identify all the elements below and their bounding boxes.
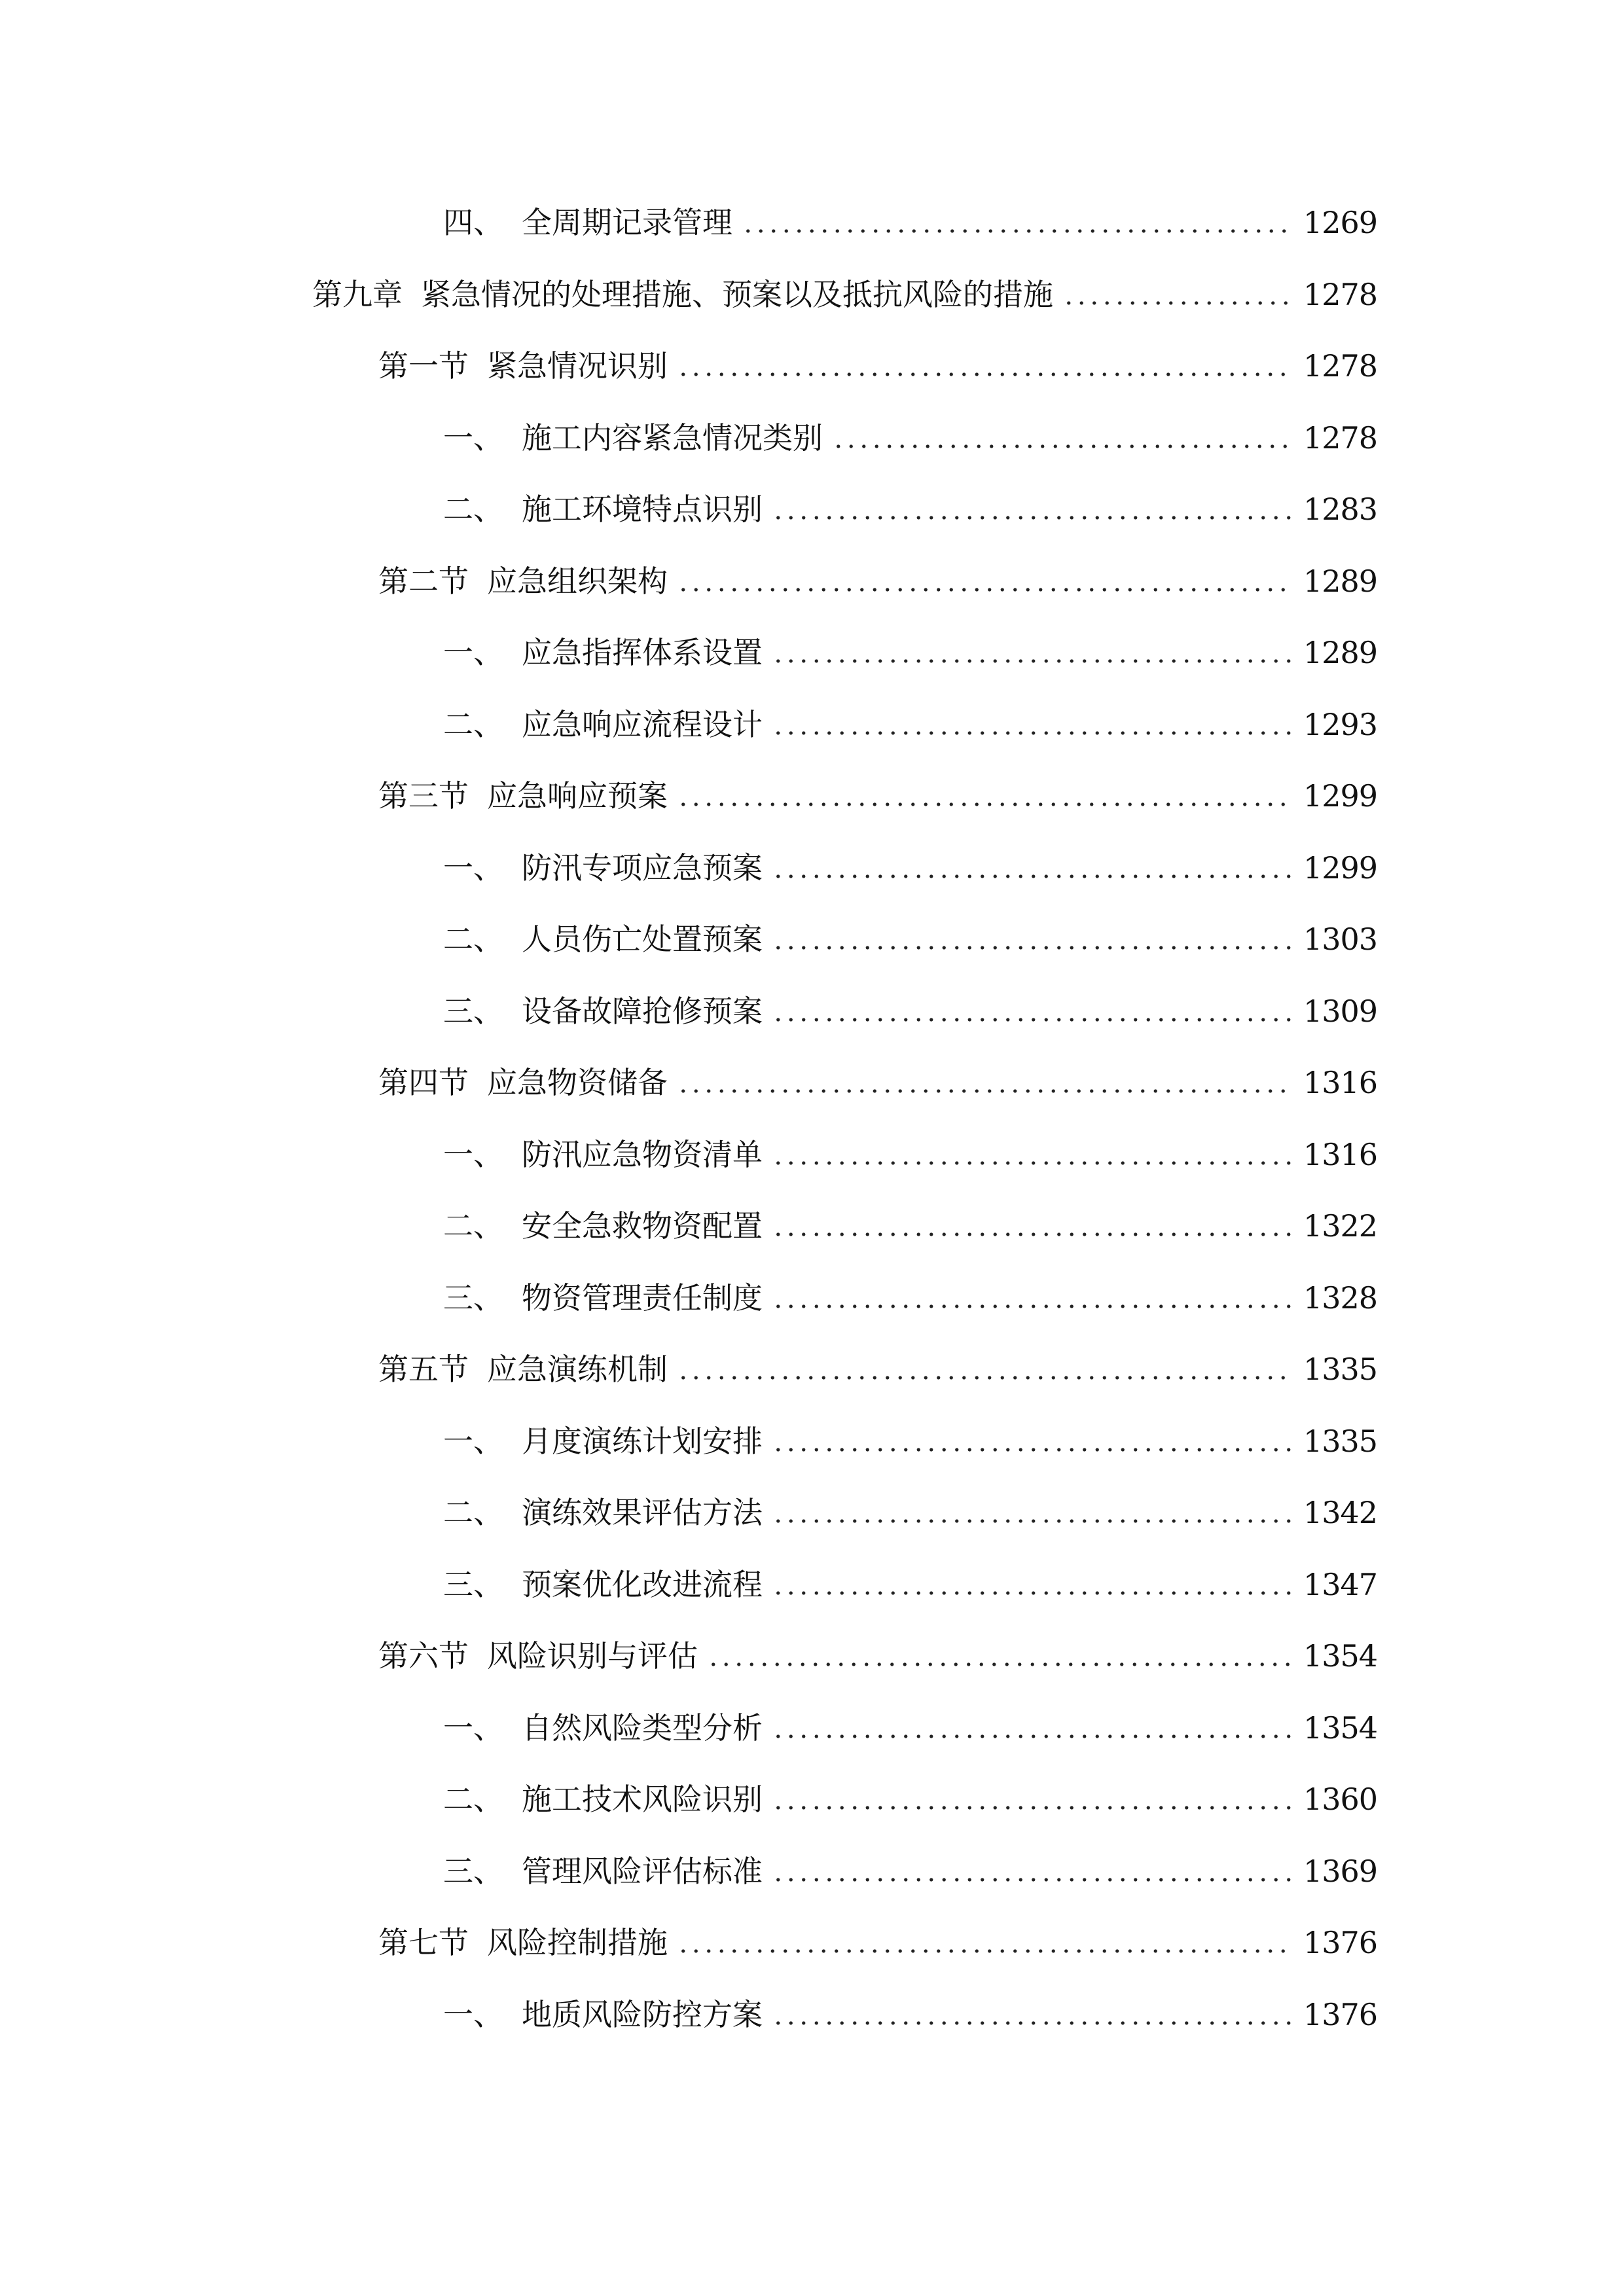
toc-entry-page-number: 1278 xyxy=(1303,348,1378,384)
toc-entry-title: 全周期记录管理 xyxy=(522,205,732,240)
toc-entry-page-number: 1278 xyxy=(1303,277,1378,312)
toc-entry-title: 月度演练计划安排 xyxy=(522,1424,763,1459)
toc-entry-page-number: 1376 xyxy=(1303,1925,1378,1960)
toc-entry-title: 应急响应预案 xyxy=(487,778,668,814)
toc-entry[interactable] xyxy=(443,692,1378,744)
toc-entry-title: 施工技术风险识别 xyxy=(522,1782,763,1817)
toc-dot-leader xyxy=(677,1374,1291,1381)
toc-entry[interactable] xyxy=(443,476,1378,529)
toc-entry-title: 风险识别与评估 xyxy=(487,1638,698,1674)
toc-entry[interactable] xyxy=(443,835,1378,888)
toc-entry-title: 风险控制措施 xyxy=(487,1925,668,1960)
toc-dot-leader xyxy=(677,1088,1291,1094)
toc-entry-page-number: 1335 xyxy=(1303,1352,1378,1387)
toc-entry-title: 演练效果评估方法 xyxy=(522,1495,763,1530)
toc-entry-number: 第一节 xyxy=(378,348,469,384)
toc-dot-leader xyxy=(772,944,1291,951)
toc-dot-leader xyxy=(772,1446,1291,1453)
toc-dot-leader xyxy=(772,730,1291,736)
toc-entry[interactable] xyxy=(378,1910,1378,1962)
toc-entry-number: 第二节 xyxy=(378,564,469,599)
toc-dot-leader xyxy=(772,1231,1291,1238)
toc-dot-leader xyxy=(772,1590,1291,1596)
toc-entry-page-number: 1360 xyxy=(1303,1782,1378,1817)
toc-entry-page-number: 1322 xyxy=(1303,1208,1378,1244)
toc-entry-number: 一、 xyxy=(443,1137,503,1172)
toc-entry-number: 一、 xyxy=(443,420,503,456)
toc-entry-number: 一、 xyxy=(443,635,503,670)
toc-entry-page-number: 1376 xyxy=(1303,1997,1378,2032)
toc-entry[interactable] xyxy=(443,1122,1378,1174)
toc-entry-page-number: 1354 xyxy=(1303,1710,1378,1746)
toc-entry-number: 第六节 xyxy=(378,1638,469,1674)
toc-dot-leader xyxy=(772,1303,1291,1310)
toc-entry-number: 二、 xyxy=(443,1495,503,1530)
toc-dot-leader xyxy=(772,1016,1291,1023)
toc-entry-page-number: 1316 xyxy=(1303,1137,1378,1172)
toc-dot-leader xyxy=(772,658,1291,664)
toc-entry-page-number: 1335 xyxy=(1303,1424,1378,1459)
toc-entry[interactable] xyxy=(312,262,1378,314)
toc-entry-page-number: 1328 xyxy=(1303,1280,1378,1316)
toc-entry-title: 人员伤亡处置预案 xyxy=(522,922,763,957)
toc-entry[interactable] xyxy=(378,1050,1378,1102)
toc-entry-page-number: 1303 xyxy=(1303,922,1378,957)
toc-entry-title: 防汛应急物资清单 xyxy=(522,1137,763,1172)
toc-dot-leader xyxy=(772,1160,1291,1166)
toc-entry-number: 一、 xyxy=(443,1710,503,1746)
toc-entry-number: 一、 xyxy=(443,1997,503,2032)
toc-entry-title: 施工环境特点识别 xyxy=(522,492,763,527)
toc-entry-page-number: 1342 xyxy=(1303,1495,1378,1530)
toc-dot-leader xyxy=(677,371,1291,378)
toc-entry-number: 二、 xyxy=(443,922,503,957)
toc-entry-page-number: 1369 xyxy=(1303,1854,1378,1889)
toc-entry-title: 设备故障抢修预案 xyxy=(522,994,763,1029)
toc-entry-title: 防汛专项应急预案 xyxy=(522,850,763,886)
toc-entry-number: 二、 xyxy=(443,1208,503,1244)
toc-entry-page-number: 1269 xyxy=(1303,205,1378,240)
toc-entry-number: 二、 xyxy=(443,492,503,527)
toc-entry[interactable] xyxy=(443,620,1378,672)
toc-entry-number: 二、 xyxy=(443,1782,503,1817)
toc-entry-page-number: 1289 xyxy=(1303,564,1378,599)
toc-entry[interactable] xyxy=(443,978,1378,1031)
toc-entry-title: 应急响应流程设计 xyxy=(522,707,763,742)
toc-entry-title: 物资管理责任制度 xyxy=(522,1280,763,1316)
toc-entry-page-number: 1299 xyxy=(1303,778,1378,814)
toc-entry[interactable] xyxy=(378,1623,1378,1676)
toc-entry-title: 应急演练机制 xyxy=(487,1352,668,1387)
toc-entry-page-number: 1316 xyxy=(1303,1065,1378,1100)
toc-entry-number: 四、 xyxy=(443,205,503,240)
toc-entry-number: 第四节 xyxy=(378,1065,469,1100)
toc-entry[interactable] xyxy=(378,763,1378,816)
toc-entry-title: 地质风险防控方案 xyxy=(522,1997,763,2032)
toc-entry-page-number: 1354 xyxy=(1303,1638,1378,1674)
toc-entry[interactable] xyxy=(443,1982,1378,2034)
toc-dot-leader xyxy=(772,514,1291,521)
toc-entry-title: 应急指挥体系设置 xyxy=(522,635,763,670)
toc-entry[interactable] xyxy=(443,1408,1378,1461)
toc-dot-leader xyxy=(772,1804,1291,1811)
toc-dot-leader xyxy=(772,1518,1291,1524)
toc-entry[interactable] xyxy=(443,1695,1378,1748)
toc-entry[interactable] xyxy=(443,190,1378,242)
toc-dot-leader xyxy=(832,443,1291,450)
toc-entry[interactable] xyxy=(443,1193,1378,1246)
toc-entry-title: 预案优化改进流程 xyxy=(522,1567,763,1602)
toc-entry[interactable] xyxy=(443,1839,1378,1891)
toc-entry-number: 第九章 xyxy=(312,277,403,312)
toc-entry-number: 三、 xyxy=(443,1567,503,1602)
toc-entry-title: 施工内容紧急情况类别 xyxy=(522,420,823,456)
toc-entry[interactable] xyxy=(443,1767,1378,1819)
toc-entry[interactable] xyxy=(378,548,1378,601)
toc-entry-number: 三、 xyxy=(443,994,503,1029)
toc-dot-leader xyxy=(677,801,1291,808)
toc-entry-number: 第七节 xyxy=(378,1925,469,1960)
toc-entry-title: 应急组织架构 xyxy=(487,564,668,599)
toc-entry[interactable] xyxy=(443,1265,1378,1318)
toc-dot-leader xyxy=(742,228,1291,234)
toc-dot-leader xyxy=(677,1948,1291,1954)
toc-entry-number: 二、 xyxy=(443,707,503,742)
toc-entry[interactable] xyxy=(378,1336,1378,1389)
toc-entry-page-number: 1283 xyxy=(1303,492,1378,527)
toc-dot-leader xyxy=(707,1661,1291,1668)
toc-dot-leader xyxy=(772,1733,1291,1740)
toc-entry-title: 紧急情况识别 xyxy=(487,348,668,384)
toc-entry-number: 第三节 xyxy=(378,778,469,814)
toc-entry-page-number: 1278 xyxy=(1303,420,1378,456)
toc-entry-number: 一、 xyxy=(443,1424,503,1459)
toc-dot-leader xyxy=(772,2020,1291,2026)
toc-entry-page-number: 1309 xyxy=(1303,994,1378,1029)
toc-entry[interactable] xyxy=(443,906,1378,959)
toc-entry-page-number: 1293 xyxy=(1303,707,1378,742)
toc-entry-title: 紧急情况的处理措施、预案以及抵抗风险的措施 xyxy=(421,277,1053,312)
toc-dot-leader xyxy=(677,586,1291,593)
toc-entry-title: 应急物资储备 xyxy=(487,1065,668,1100)
toc-dot-leader xyxy=(772,1876,1291,1883)
toc-entry-number: 三、 xyxy=(443,1280,503,1316)
toc-entry-page-number: 1347 xyxy=(1303,1567,1378,1602)
toc-entry-title: 管理风险评估标准 xyxy=(522,1854,763,1889)
toc-entry-number: 三、 xyxy=(443,1854,503,1889)
toc-entry-title: 安全急救物资配置 xyxy=(522,1208,763,1244)
toc-entry-number: 第五节 xyxy=(378,1352,469,1387)
toc-entry[interactable] xyxy=(443,405,1378,457)
toc-entry-number: 一、 xyxy=(443,850,503,886)
toc-dot-leader xyxy=(772,873,1291,880)
toc-entry-title: 自然风险类型分析 xyxy=(522,1710,763,1746)
toc-entry-page-number: 1289 xyxy=(1303,635,1378,670)
toc-entry[interactable] xyxy=(378,333,1378,386)
toc-entry-page-number: 1299 xyxy=(1303,850,1378,886)
toc-entry[interactable] xyxy=(443,1480,1378,1532)
toc-dot-leader xyxy=(1062,300,1291,306)
toc-entry[interactable] xyxy=(443,1552,1378,1604)
